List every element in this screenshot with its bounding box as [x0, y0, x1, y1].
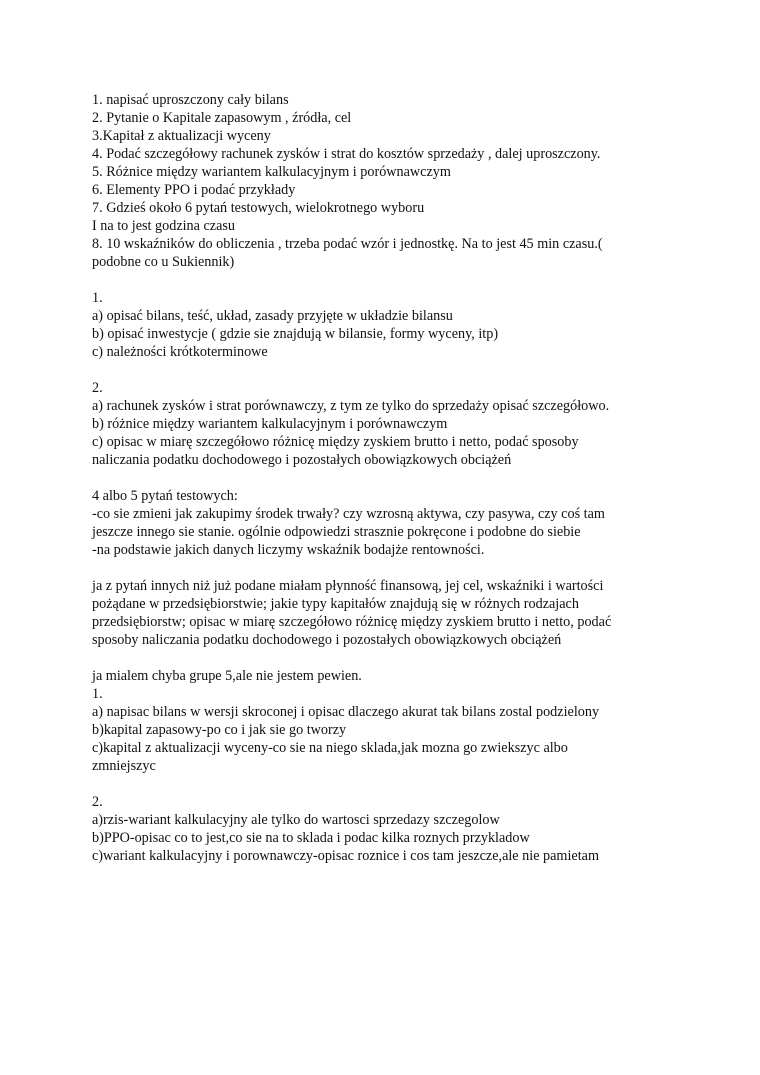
text-line: 3.Kapitał z aktualizacji wyceny [92, 128, 271, 144]
text-line: ja mialem chyba grupe 5,ale nie jestem pewien. [92, 668, 362, 684]
text-line: 7. Gdzieś około 6 pytań testowych, wielokrotnego wyboru [92, 200, 425, 216]
text-line: a) opisać bilans, teść, układ, zasady przyjęte w układzie bilansu [92, 308, 453, 324]
text-line: 2. [92, 380, 103, 396]
text-line: c)wariant kalkulacyjny i porownawczy-opisac roznice i cos tam jeszcze,ale nie pamietam [92, 848, 599, 864]
text-line: 8. 10 wskaźników do obliczenia , trzeba podać wzór i jednostkę. Na to jest 45 min czasu.( [92, 236, 603, 252]
text-line: 4. Podać szczegółowy rachunek zysków i strat do kosztów sprzedaży , dalej uproszczony. [92, 146, 601, 162]
text-line: b) opisać inwestycje ( gdzie sie znajdują w bilansie, formy wyceny, itp) [92, 326, 499, 342]
text-line: ja z pytań innych niż już podane miałam płynność finansową, jej cel, wskaźniki i wartości [92, 578, 604, 594]
text-line: c)kapital z aktualizacji wyceny-co sie na niego sklada,jak mozna go zwiekszyc albo [92, 740, 568, 756]
text-line: a) napisac bilans w wersji skroconej i opisac dlaczego akurat tak bilans zostal podzielony [92, 704, 600, 720]
blank-line [92, 361, 692, 379]
blank-line [92, 649, 692, 667]
text-line: 2. [92, 794, 103, 810]
text-line: a) rachunek zysków i strat porównawczy, z tym ze tylko do sprzedaży opisać szczegółowo. [92, 398, 610, 414]
text-line: jeszcze innego sie stanie. ogólnie odpowiedzi strasznie pokręcone i podobne do siebie [92, 524, 581, 540]
text-line: I na to jest godzina czasu [92, 218, 236, 234]
text-line: pożądane w przedsiębiorstwie; jakie typy kapitałów znajdują się w różnych rodzajach [92, 596, 579, 612]
text-line: c) opisac w miarę szczegółowo różnicę między zyskiem brutto i netto, podać sposoby [92, 434, 579, 450]
text-line: -na podstawie jakich danych liczymy wskaźnik bodajże rentowności. [92, 542, 485, 558]
text-line: -co sie zmieni jak zakupimy środek trwały? czy wzrosną aktywa, czy pasywa, czy coś tam [92, 506, 605, 522]
text-line: 4 albo 5 pytań testowych: [92, 488, 238, 504]
text-line: b) różnice między wariantem kalkulacyjnym i porównawczym [92, 416, 448, 432]
blank-line [92, 559, 692, 577]
text-line: przedsiębiorstw; opisac w miarę szczegółowo różnicę między zyskiem brutto i netto, podać [92, 614, 612, 630]
blank-line [92, 775, 692, 793]
text-line: b)PPO-opisac co to jest,co sie na to sklada i podac kilka roznych przykladow [92, 830, 530, 846]
text-line: 6. Elementy PPO i podać przykłady [92, 182, 296, 198]
text-line: 1. [92, 290, 103, 306]
text-line: 1. napisać uproszczony cały bilans [92, 92, 289, 108]
text-line: sposoby naliczania podatku dochodowego i pozostałych obowiązkowych obciążeń [92, 632, 562, 648]
text-line: 5. Różnice między wariantem kalkulacyjnym i porównawczym [92, 164, 451, 180]
text-line: a)rzis-wariant kalkulacyjny ale tylko do wartosci sprzedazy szczegolow [92, 812, 500, 828]
blank-line [92, 271, 692, 289]
text-line: 2. Pytanie o Kapitale zapasowym , źródła, cel [92, 110, 352, 126]
text-line: naliczania podatku dochodowego i pozostałych obowiązkowych obciążeń [92, 452, 512, 468]
blank-line [92, 469, 692, 487]
text-line: zmniejszyc [92, 758, 156, 774]
text-line: c) należności krótkoterminowe [92, 344, 268, 360]
text-line: b)kapital zapasowy-po co i jak sie go tworzy [92, 722, 347, 738]
text-line: 1. [92, 686, 103, 702]
text-line: podobne co u Sukiennik) [92, 254, 235, 270]
document-body [92, 91, 692, 865]
